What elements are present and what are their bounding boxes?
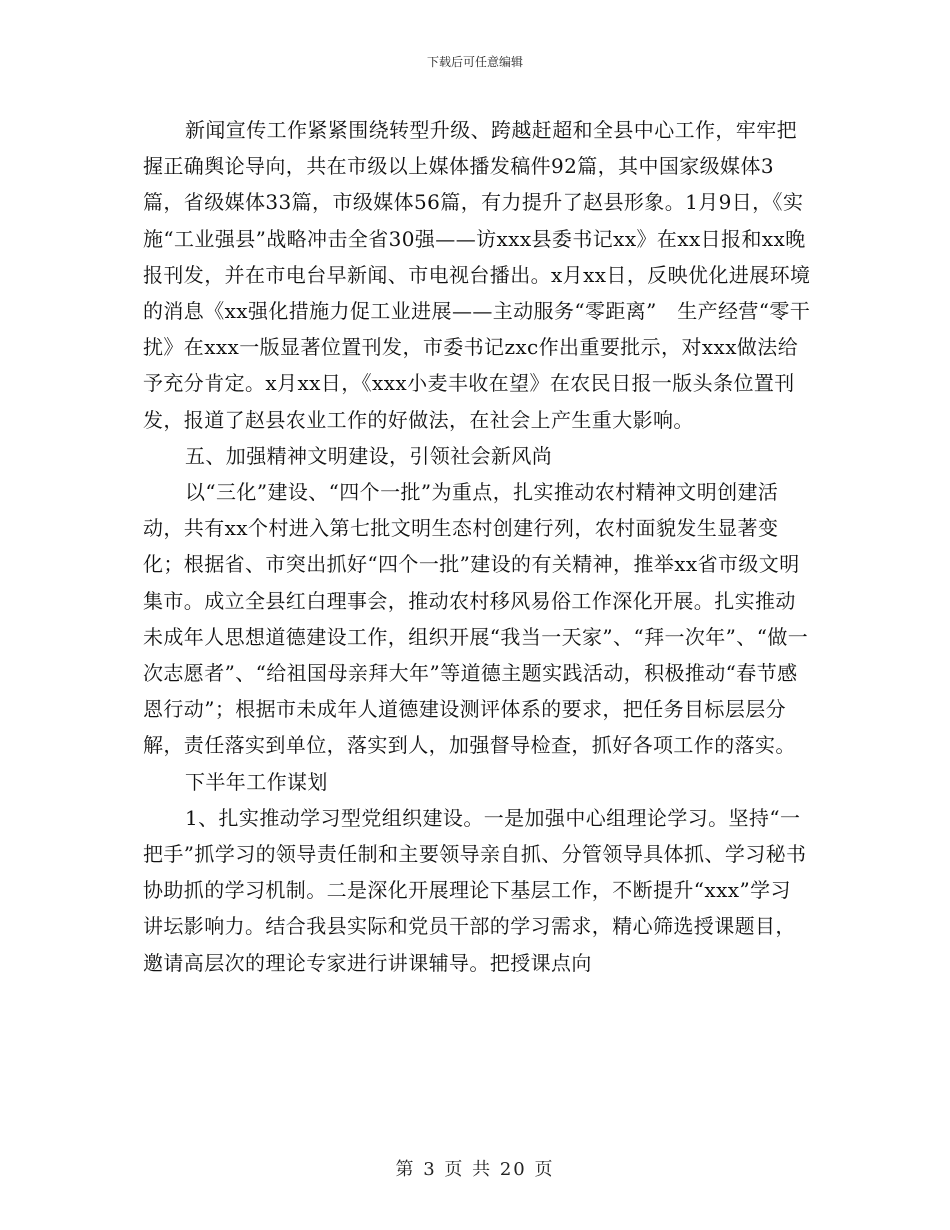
paragraph-learning-party-organization: 1、扎实推动学习型党组织建设。一是加强中心组理论学习。坚持“一把手”抓学习的领导责任制和主要领导亲自抓、分管领导具体抓、学习秘书协助抓的学习机制。二是深化开展理论下基层工作，不断提升“xxx”学习讲坛影响力。结合我县实际和党员干部的学习需求，精心筛选授课题目，邀请高层次的理论专家进行讲课辅导。把授课点向 (143, 805, 807, 975)
section-heading-second-half-plan: 下半年工作谋划 (185, 769, 328, 794)
paragraph-spiritual-civilization: 以“三化”建设、“四个一批”为重点，扎实推动农村精神文明创建活动，共有xx个村进入第七批文明生态村创建行列，农村面貌发生显著变化；根据省、市突出抓好“四个一批”建设的有关精神，推举xx省市级文明集市。成立全县红白理事会，推动农村移风易俗工作深化开展。扎实推动未成年人思想道德建设工作，组织开展“我当一天家”、“拜一次年”、“做一次志愿者”、“给祖国母亲拜大年”等道德主题实践活动，积极推动“春节感恩行动”；根据市未成年人道德建设测评体系的要求，把任务目标层层分解，责任落实到单位，落实到人，加强督导检查，抓好各项工作的落实。 (143, 480, 809, 758)
page-footer: 第 3 页 共 20 页 (395, 1159, 555, 1180)
document-body (143, 112, 811, 981)
section-heading-five: 五、加强精神文明建设，引领社会新风尚 (185, 443, 553, 468)
page-header: 下载后可任意编辑 (426, 55, 523, 69)
paragraph-news-publicity: 新闻宣传工作紧紧围绕转型升级、跨越赶超和全县中心工作，牢牢把握正确舆论导向，共在市级以上媒体播发稿件92篇，其中国家级媒体3篇，省级媒体33篇，市级媒体56篇，有力提升了赵县形象。1月9日，《实施“工业强县”战略冲击全省30强——访xxx县委书记xx》在xx日报和xx晚报刊发，并在市电台早新闻、市电视台播出。x月xx日，反映优化进展环境的消息《xx强化措施力促工业进展——主动服务“零距离” 生产经营“零干扰》在xxx一版显著位置刊发，市委书记zxc作出重要批示，对xxx做法给予充分肯定。x月xx日，《xxx小麦丰收在望》在农民日报一版头条位置刊发，报道了赵县农业工作的好做法，在社会上产生重大影响。 (143, 118, 811, 432)
